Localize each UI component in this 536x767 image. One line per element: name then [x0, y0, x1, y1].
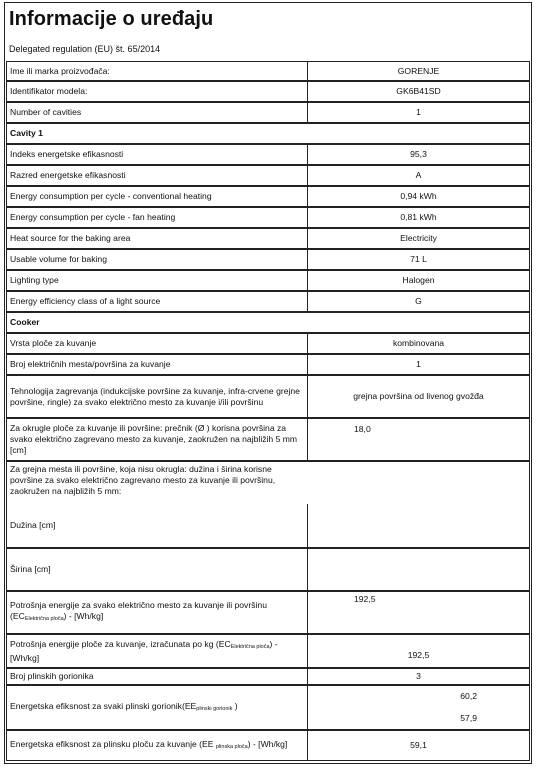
- row-value: 59,1: [307, 731, 529, 760]
- row-label: Vrsta ploče za kuvanje: [10, 338, 97, 348]
- row-value: kombinovana: [307, 334, 529, 353]
- row-label: Dužina [cm]: [10, 520, 56, 530]
- row-label: Identifikator modela:: [10, 86, 88, 96]
- row-label: Usable volume for baking: [10, 254, 107, 264]
- table-row: [6, 228, 530, 249]
- row-value: 192,5: [307, 592, 529, 633]
- table-row: [6, 685, 530, 730]
- row-label: Energetska efiksnost za svaki plinski gorionik(EEplinski gorionik ): [10, 700, 238, 712]
- table-row: [6, 333, 530, 354]
- row-value: 71 L: [307, 250, 529, 269]
- table-row: [6, 354, 530, 375]
- row-value: GK6B41SD: [307, 82, 529, 101]
- section-label: Cooker: [10, 317, 40, 327]
- row-label: Za grejna mesta ili površine, koja nisu okrugla: dužina i širina korisne površine za svako električno zagrevano mesto za kuvanje ili površinu, zaokružen na najbližih 5 mm:: [10, 464, 276, 496]
- row-label: Energy consumption per cycle - conventional heating: [10, 191, 212, 201]
- table-row: [6, 461, 530, 504]
- row-label: Tehnologija zagrevanja (indukcijske površine za kuvanje, infra-crvene grejne površine, ringle) za svako električno mesto za kuvanje i/ili površinu: [10, 385, 300, 407]
- table-row: [6, 730, 530, 761]
- row-value: G: [307, 292, 529, 311]
- table-row: [6, 81, 530, 102]
- row-label: Širina [cm]: [10, 564, 51, 574]
- table-row: [6, 186, 530, 207]
- table-row: [6, 165, 530, 186]
- row-label: Indeks energetske efikasnosti: [10, 149, 124, 159]
- row-value: [307, 504, 529, 547]
- row-value: grejna površina od livenog gvožđa: [307, 376, 529, 417]
- table-row: [6, 504, 530, 548]
- burner-efficiency-value: 60,2: [460, 691, 477, 702]
- row-value: Electricity: [307, 229, 529, 248]
- table-row: [6, 634, 530, 668]
- table-row: [6, 375, 530, 418]
- table-row: [6, 270, 530, 291]
- row-value: 192,5: [307, 635, 529, 667]
- row-label: Razred energetske efikasnosti: [10, 170, 126, 180]
- row-value: 3: [307, 669, 529, 684]
- table-row: [6, 548, 530, 591]
- section-label: Cavity 1: [10, 128, 43, 138]
- burner-efficiency-value: 57,9: [460, 712, 477, 723]
- table-row: [6, 668, 530, 685]
- row-label: Za okrugle ploče za kuvanje ili površine: prečnik (Ø ) korisna površina za svako električno zagrevano mesto za kuvanje, zaokružen na najbližih 5 mm [cm]: [10, 423, 298, 455]
- row-label: Number of cavities: [10, 107, 82, 117]
- table-row: [6, 291, 530, 312]
- row-value: [307, 549, 529, 590]
- table-row: [6, 418, 530, 461]
- table-row: [6, 61, 530, 81]
- row-value: GORENJE: [307, 62, 529, 80]
- row-value-group: [307, 686, 529, 729]
- row-label: Potrošnja energije za svako električno mesto za kuvanje ili površinu (ECElektrična ploča) - [Wh/kg]: [10, 600, 267, 622]
- row-value: Halogen: [307, 271, 529, 290]
- section-header-cavity: [6, 123, 530, 144]
- row-label: Heat source for the baking area: [10, 233, 131, 243]
- row-value: 0,94 kWh: [307, 187, 529, 206]
- row-value: 1: [307, 355, 529, 374]
- table-row: [6, 207, 530, 228]
- table-row: [6, 102, 530, 123]
- row-value: 1: [307, 103, 529, 122]
- row-label: Potrošnja energije ploče za kuvanje, izračunata po kg (ECElektrična ploča) - [Wh/kg]: [10, 638, 278, 663]
- row-label: Broj plinskih gorionika: [10, 671, 94, 681]
- table-row: [6, 591, 530, 634]
- row-label: Broj električnih mesta/površina za kuvanje: [10, 359, 171, 369]
- page-title: Informacije o uređaju: [9, 8, 214, 30]
- section-header-cooker: [6, 312, 530, 333]
- row-label: Energetska efiksnost za plinsku ploču za kuvanje (EE plinska ploča) - [Wh/kg]: [10, 738, 288, 750]
- row-value: A: [307, 166, 529, 185]
- row-label: Ime ili marka proizvođača:: [10, 65, 110, 76]
- row-label: Lighting type: [10, 275, 59, 285]
- row-value: 18,0: [307, 419, 529, 460]
- row-label: Energy efficiency class of a light source: [10, 296, 161, 306]
- row-label: Energy consumption per cycle - fan heating: [10, 212, 176, 222]
- row-value: 0,81 kWh: [307, 208, 529, 227]
- table-row: [6, 144, 530, 165]
- table-row: [6, 249, 530, 270]
- row-value: 95,3: [307, 145, 529, 164]
- regulation-subtitle: Delegated regulation (EU) št. 65/2014: [9, 44, 161, 54]
